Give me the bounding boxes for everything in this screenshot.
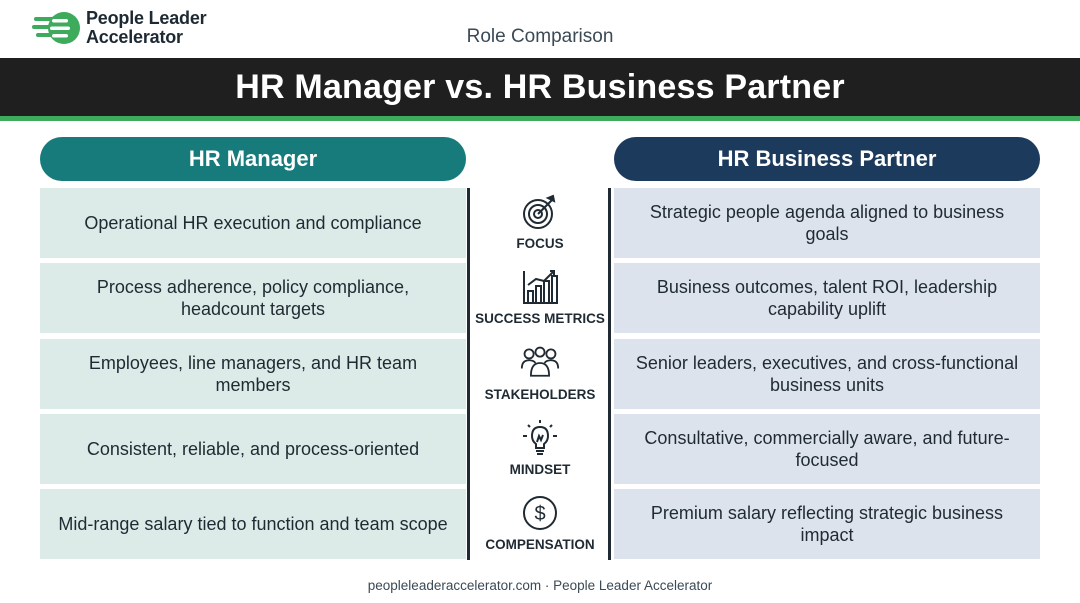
brand-name-line2: Accelerator	[86, 27, 183, 47]
page-title: HR Manager vs. HR Business Partner	[235, 67, 845, 106]
hr-bp-focus-cell: Strategic people agenda aligned to business goals	[614, 188, 1040, 258]
dollar-circle-icon	[520, 493, 560, 533]
title-accent-line	[0, 116, 1080, 121]
page-subtitle: Role Comparison	[466, 26, 614, 47]
row-label-success-metrics	[472, 263, 608, 333]
hr-bp-mindset-cell: Consultative, commercially aware, and future-focused	[614, 414, 1040, 484]
row-label-text: COMPENSATION	[485, 537, 595, 552]
center-divider-left	[467, 188, 470, 560]
hr-manager-stakeholders-cell: Employees, line managers, and HR team members	[40, 339, 466, 409]
center-divider-right	[608, 188, 611, 560]
column-header-hr-business-partner: HR Business Partner	[614, 137, 1040, 181]
row-label-text: MINDSET	[509, 462, 571, 477]
bar-chart-icon	[520, 267, 560, 307]
lightbulb-icon	[520, 418, 560, 458]
target-icon	[520, 192, 560, 232]
hr-manager-metrics-cell: Process adherence, policy compliance, headcount targets	[40, 263, 466, 333]
row-label-text: STAKEHOLDERS	[484, 387, 596, 402]
hr-manager-focus-cell: Operational HR execution and compliance	[40, 188, 466, 258]
hr-bp-stakeholders-cell: Senior leaders, executives, and cross-functional business units	[614, 339, 1040, 409]
row-label-mindset	[472, 414, 608, 484]
brand-name-line1: People Leader	[86, 8, 207, 28]
people-group-icon	[520, 343, 560, 383]
row-label-text: FOCUS	[516, 236, 564, 251]
row-label-focus	[472, 188, 608, 258]
row-label-stakeholders	[472, 339, 608, 409]
row-label-text: SUCCESS METRICS	[475, 311, 605, 326]
hr-bp-compensation-cell: Premium salary reflecting strategic business impact	[614, 489, 1040, 559]
hr-manager-compensation-cell: Mid-range salary tied to function and team scope	[40, 489, 466, 559]
column-header-hr-manager: HR Manager	[40, 137, 466, 181]
title-bar	[0, 58, 1080, 116]
hr-bp-metrics-cell: Business outcomes, talent ROI, leadership capability uplift	[614, 263, 1040, 333]
svg-text:$: $	[534, 503, 546, 525]
footer-text: peopleleaderaccelerator.com · People Leader Accelerator	[367, 578, 713, 593]
hr-manager-mindset-cell: Consistent, reliable, and process-oriented	[40, 414, 466, 484]
row-label-compensation	[472, 489, 608, 559]
